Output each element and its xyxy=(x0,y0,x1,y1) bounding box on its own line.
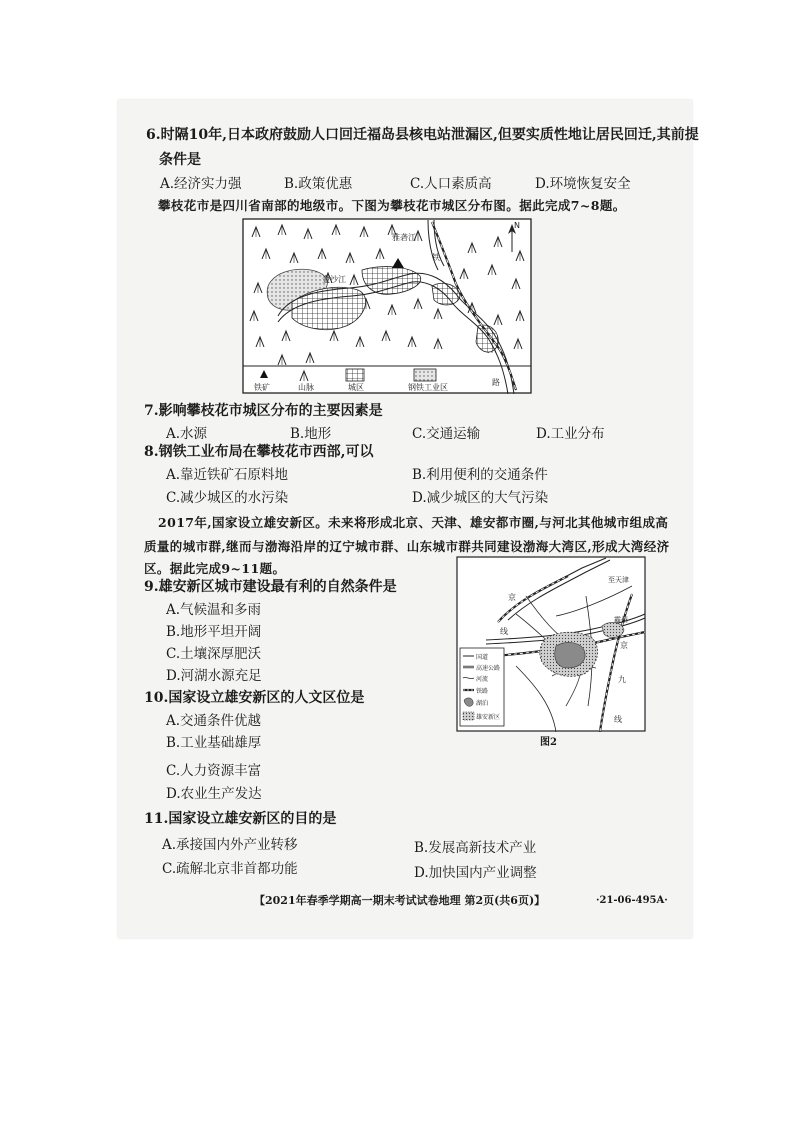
jinsha-river-label: 金沙江 xyxy=(322,275,346,284)
q10-option-c[interactable]: C.人力资源丰富 xyxy=(166,763,262,779)
q6-option-c[interactable]: C.人口素质高 xyxy=(410,176,492,192)
q6-option-b[interactable]: B.政策优惠 xyxy=(284,176,353,192)
q7-option-b[interactable]: B.地形 xyxy=(290,426,332,442)
q11-option-b[interactable]: B.发展高新技术产业 xyxy=(414,840,537,856)
legend-steel-swatch xyxy=(414,369,436,381)
legend-xiongan: 雄安新区 xyxy=(476,714,501,721)
label-bazhou: 霸州 xyxy=(614,616,628,624)
q6-stem-line1: 6.时隔10年,日本政府鼓励人口回迁福岛县核电站泄漏区,但要实质性地让居民回迁,其前提 xyxy=(146,127,699,143)
q10-option-a[interactable]: A.交通条件优越 xyxy=(166,713,262,729)
yalong-river-label: 雅砻江 xyxy=(392,233,416,242)
label-tianjin: 至天津 xyxy=(608,576,629,584)
xiongan-map xyxy=(456,556,646,732)
legend-xiongan-icon xyxy=(463,712,474,720)
rail-label-1: 铁 xyxy=(432,253,440,262)
legend-iron-ore: 铁矿 xyxy=(254,383,270,392)
label-xian: 线 xyxy=(500,627,508,636)
q7-stem: 7.影响攀枝花市城区分布的主要因素是 xyxy=(144,403,383,419)
legend-urban-swatch xyxy=(346,369,364,381)
q6-stem-line2: 条件是 xyxy=(159,152,201,168)
footer-exam-info: 【2021年春季学期高一期末考试试卷地理 第2页(共6页)】 xyxy=(254,894,546,907)
legend-national-road: 国道 xyxy=(476,654,489,661)
legend-river: 河流 xyxy=(476,676,489,683)
bazhou-area xyxy=(602,623,624,638)
legend-steel: 钢铁工业区 xyxy=(408,383,448,392)
intro-7-8: 攀枝花市是四川省南部的地级市。下图为攀枝花市城区分布图。据此完成7~8题。 xyxy=(158,198,626,213)
label-xian-2: 线 xyxy=(614,715,622,724)
q10-stem: 10.国家设立雄安新区的人文区位是 xyxy=(144,690,365,706)
legend-mountain: 山脉 xyxy=(298,383,314,392)
q7-option-a[interactable]: A.水源 xyxy=(166,426,208,442)
north-label: N xyxy=(514,221,520,230)
panzhihua-map xyxy=(242,218,532,394)
intro-9-11-line1: 2017年,国家设立雄安新区。未来将形成北京、天津、雄安都市圈,与河北其他城市组成高 xyxy=(158,515,669,530)
legend-urban: 城区 xyxy=(348,383,364,392)
q7-option-d[interactable]: D.工业分布 xyxy=(536,426,605,442)
legend-lake: 湖泊 xyxy=(476,700,489,707)
map2-caption: 图2 xyxy=(540,737,557,748)
q9-stem: 9.雄安新区城市建设最有利的自然条件是 xyxy=(144,579,397,595)
label-jing-2: 京 xyxy=(620,641,628,650)
q11-option-c[interactable]: C.疏解北京非首都功能 xyxy=(162,861,298,877)
q11-stem: 11.国家设立雄安新区的目的是 xyxy=(144,811,337,827)
q11-option-a[interactable]: A.承接国内外产业转移 xyxy=(162,837,298,853)
intro-9-11-line2: 质量的城市群,继而与渤海沿岸的辽宁城市群、山东城市群共同建设渤海大湾区,形成大湾经济 xyxy=(144,539,670,554)
q9-option-a[interactable]: A.气候温和多雨 xyxy=(166,602,262,618)
q8-option-a[interactable]: A.靠近铁矿石原料地 xyxy=(166,467,289,483)
q11-option-d[interactable]: D.加快国内产业调整 xyxy=(414,865,537,881)
q7-option-c[interactable]: C.交通运输 xyxy=(412,426,481,442)
label-jiu: 九 xyxy=(618,675,626,684)
q8-stem: 8.钢铁工业布局在攀枝花市西部,可以 xyxy=(144,444,374,460)
footer-code: ·21-06-495A· xyxy=(596,895,668,906)
q6-option-d[interactable]: D.环境恢复安全 xyxy=(535,176,631,192)
label-jing: 京 xyxy=(508,593,516,602)
q9-option-c[interactable]: C.土壤深厚肥沃 xyxy=(166,646,262,662)
lake xyxy=(555,643,585,668)
q9-option-b[interactable]: B.地形平坦开阔 xyxy=(166,624,262,640)
q6-option-a[interactable]: A.经济实力强 xyxy=(160,176,242,192)
q9-option-d[interactable]: D.河湖水源充足 xyxy=(166,668,262,684)
q10-option-d[interactable]: D.农业生产发达 xyxy=(166,786,262,802)
q8-option-b[interactable]: B.利用便利的交通条件 xyxy=(412,467,548,483)
q10-option-b[interactable]: B.工业基础雄厚 xyxy=(166,735,262,751)
q8-option-c[interactable]: C.减少城区的水污染 xyxy=(166,490,289,506)
legend-railway: 铁路 xyxy=(476,688,489,695)
intro-9-11-line3: 区。据此完成9~11题。 xyxy=(144,561,286,576)
rail-label-2: 路 xyxy=(492,378,500,387)
legend-highway: 高速公路 xyxy=(476,665,501,672)
q8-option-d[interactable]: D.减少城区的大气污染 xyxy=(412,490,549,506)
